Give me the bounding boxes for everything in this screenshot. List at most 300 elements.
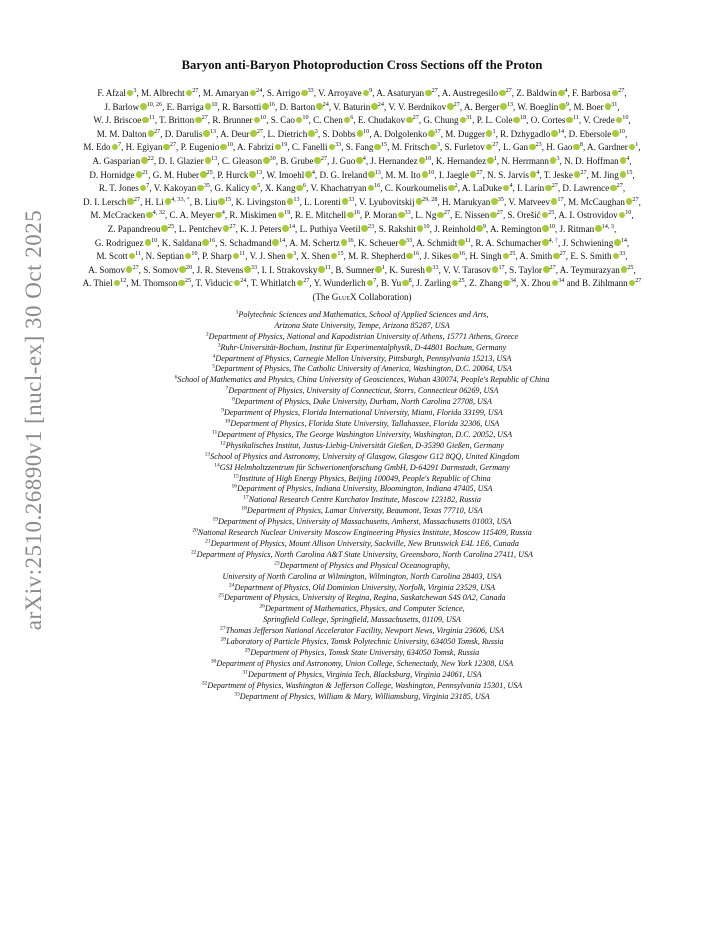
author-affiliation-marker: 11: [135, 250, 142, 258]
affiliation-text: Department of Physics, Washington & Jefferson College, Washington, Pennsylvania 15301, USA: [207, 680, 523, 690]
author-entry: [92, 156, 153, 166]
author-affiliation-marker: 1: [381, 263, 385, 271]
affiliation-line: [78, 615, 646, 626]
author-affiliation-marker: 16: [347, 236, 354, 244]
author-name: N. S. Jarvis: [487, 169, 529, 180]
author-entry: [464, 102, 513, 112]
author-entry: [212, 115, 266, 125]
author-name: D. G. Ireland: [319, 169, 368, 180]
author-name: P. Sharp: [202, 251, 232, 262]
affiliation-text: Department of Physics, The George Washington University, Washington, D.C. 20052, USA: [217, 429, 513, 439]
author-name: Z. Baldwin: [516, 88, 558, 98]
author-affiliation-marker: 30: [269, 154, 276, 162]
author-entry: [99, 183, 149, 193]
affiliation-text: Department of Physics, University of Regina, Regina, Saskatchewan S4S 0A2, Canada: [223, 593, 506, 603]
author-name: S. Rakshit: [378, 223, 416, 234]
author-name: I. Larin: [517, 183, 545, 194]
collaboration-line: [78, 292, 646, 302]
author-entry: [162, 238, 215, 248]
author-entry: [181, 142, 233, 152]
author-name: S. Cao: [270, 115, 295, 126]
author-entry: [319, 170, 380, 180]
author-affiliation-marker: 9: [369, 87, 373, 94]
author-entry: [217, 170, 262, 180]
author-entry: [546, 142, 583, 152]
author-name: D. Darulis: [164, 128, 203, 139]
affiliation-text: Department of Physics, Duke University, Durham, North Carolina 27708, USA: [234, 397, 492, 407]
affiliation-number: 1: [235, 309, 239, 316]
affiliation-number: 11: [211, 429, 218, 436]
author-affiliation-marker: 17: [434, 127, 441, 135]
arxiv-sidebar: [0, 0, 68, 932]
author-entry: [236, 197, 300, 207]
affiliation-number: 20: [192, 527, 198, 534]
author-entry: [90, 210, 165, 220]
author-entry: [424, 251, 465, 261]
author-name: S. Furletov: [444, 142, 485, 153]
author-affiliation-marker: 10: [423, 222, 430, 230]
author-name: A. Austregesilo: [441, 88, 499, 98]
affiliation-text: Department of Physics, National and Kapodistrian University of Athens, 15771 Athens, Greece: [208, 331, 519, 341]
author-name: X. Zhou: [520, 278, 551, 289]
author-affiliation-marker: 15: [380, 141, 388, 149]
affiliation-line: [78, 364, 646, 375]
author-name: T. Viducic: [195, 278, 233, 289]
author-name: M. R. Shepherd: [348, 251, 406, 262]
collaboration-suffix: Collaboration): [356, 291, 412, 302]
author-entry: [379, 224, 430, 234]
affiliation-number: 23: [274, 560, 280, 567]
author-entry: [436, 156, 497, 166]
author-affiliation-marker: 33: [432, 263, 439, 271]
author-affiliation-marker: 13: [293, 195, 300, 203]
author-entry: [229, 210, 290, 220]
affiliation-number: 7: [225, 385, 229, 392]
author-affiliation-marker: 24: [256, 87, 263, 94]
affiliation-number: 8: [232, 396, 235, 403]
arxiv-identifier: arXiv:2510.26890v1 [nucl-ex] 30 Oct 2025: [21, 209, 46, 631]
author-affiliation-marker: 33: [405, 236, 413, 244]
author-affiliation-marker: 27: [635, 277, 642, 285]
author-name: L. Puthiya Veetil: [299, 223, 361, 234]
author-name: A. Asaturyan: [376, 88, 425, 98]
author-name: A. Gardner: [587, 142, 628, 153]
author-name: M. Scott: [96, 251, 128, 262]
author-affiliation-marker: 27: [412, 114, 419, 122]
author-entry: [197, 265, 257, 275]
affiliation-number: 18: [241, 505, 247, 512]
affiliation-number: 25: [218, 592, 224, 599]
author-affiliation-marker: 4: [564, 87, 568, 94]
author-name: A. Berger: [463, 101, 500, 112]
author-entry: [292, 142, 341, 152]
author-affiliation-marker: 4, †: [548, 236, 558, 244]
author-entry: [415, 210, 450, 220]
author-entry: [346, 142, 387, 152]
author-entry: [93, 115, 154, 125]
author-name: H. Egiyan: [125, 142, 163, 153]
author-entry: [262, 265, 331, 275]
author-entry: [170, 210, 225, 220]
author-name: M. Albrecht: [140, 88, 185, 98]
author-name: R. A. Schumacher: [475, 237, 542, 248]
affiliation-line: [78, 506, 646, 517]
author-entry: [591, 170, 632, 180]
author-affiliation-marker: 1: [635, 141, 639, 149]
affiliation-text: GSI Helmholtzzentrum für Schwerionenforschung GmbH, D-64291 Darmstadt, Germany: [219, 462, 510, 472]
author-name: A. Somov: [88, 264, 125, 275]
author-affiliation-marker: 27: [496, 209, 503, 217]
affiliation-line: [78, 528, 646, 539]
author-entry: [389, 265, 438, 275]
author-entry: [455, 210, 503, 220]
author-name: P. Moran: [364, 210, 398, 221]
author-name: G. Kalicy: [214, 183, 250, 194]
affiliation-text: Laboratory of Particle Physics, Tomsk Polytechnic University, 634050 Tomsk, Russia: [226, 637, 504, 647]
author-entry: [167, 102, 218, 112]
author-affiliation-marker: 10: [548, 222, 555, 230]
author-name: J. Reinhold: [434, 223, 476, 234]
author-entry: [314, 278, 377, 288]
author-entry: [567, 278, 642, 288]
author-name: J. Hernandez: [370, 155, 418, 166]
author-affiliation-marker: 17: [498, 263, 505, 271]
author-affiliation-marker: 10: [428, 168, 435, 176]
author-entry: [442, 88, 512, 98]
author-entry: [251, 278, 310, 288]
author-affiliation-marker: 4: [626, 154, 630, 162]
author-affiliation-marker: 35: [203, 182, 210, 190]
affiliation-text: Physikalisches Institut, Justus-Liebig-Universität Gießen, D-35390 Gießen, Germany: [225, 440, 504, 450]
author-affiliation-marker: 33: [404, 209, 411, 217]
author-entry: [521, 278, 565, 288]
author-affiliation-marker: 27: [632, 195, 639, 203]
affiliation-number: 16: [231, 483, 238, 490]
author-entry: [88, 265, 138, 275]
affiliation-text: Department of Mathematics, Physics, and Computer Science,: [264, 604, 465, 614]
author-affiliation-marker: 24: [240, 277, 247, 285]
author-name: C. Gleason: [221, 155, 263, 166]
author-affiliation-marker: 16: [353, 209, 360, 217]
author-name: B. Grube: [280, 155, 314, 166]
author-entry: [335, 265, 384, 275]
author-entry: [392, 142, 440, 152]
author-name: R. Dzhygadlo: [500, 128, 551, 139]
affiliation-line: [78, 659, 646, 670]
author-entry: [434, 224, 486, 234]
author-affiliation-marker: 20: [185, 263, 193, 271]
author-name: N. Septian: [145, 251, 184, 262]
affiliation-text: Department of Physics, North Carolina A&T State University, Greensboro, North Carolina 27411, USA: [196, 549, 534, 559]
affiliation-number: 2: [205, 331, 209, 338]
author-name: G. M. Huber: [152, 169, 200, 180]
author-entry: [83, 278, 127, 288]
author-name: L. Lorenti: [304, 196, 341, 207]
author-name: J. Sikes: [423, 251, 452, 262]
author-name: A. Gasparian: [92, 155, 141, 166]
affiliation-line: [78, 474, 646, 485]
author-name: D. I. Lersch: [83, 196, 127, 207]
affiliation-line: [78, 419, 646, 430]
affiliation-line: [78, 332, 646, 343]
author-entry: [385, 183, 458, 193]
author-entry: [131, 278, 191, 288]
affiliation-text: Polytechnic Sciences and Mathematics, School of Applied Sciences and Arts,: [238, 309, 489, 319]
author-entry: [445, 142, 499, 152]
author-affiliation-marker: 16: [458, 250, 465, 258]
author-affiliation-marker: 5: [257, 182, 261, 190]
affiliation-text: Department of Physics, William & Mary, Williamsburg, Virginia 23185, USA: [239, 691, 490, 701]
author-name: V. Baturin: [333, 101, 371, 112]
author-entry: [573, 102, 617, 112]
author-entry: [500, 129, 564, 139]
author-name: H. Li: [144, 196, 164, 207]
affiliation-text: School of Mathematics and Physics, China University of Geosciences, Wuhan 430074, People's Republic of China: [177, 375, 550, 385]
author-affiliation-marker: 7: [146, 182, 150, 190]
affiliation-text: Department of Physics, Carnegie Mellon University, Pittsburgh, Pennsylvania 15213, USA: [215, 353, 512, 363]
author-affiliation-marker: 27: [453, 100, 460, 108]
author-entry: [442, 197, 504, 207]
author-name: M. Jing: [591, 169, 619, 180]
author-name: A. Dolgolenko: [373, 128, 428, 139]
author-entry: [358, 115, 419, 125]
affiliation-number: 32: [201, 680, 208, 687]
author-affiliation-marker: 16: [268, 100, 275, 108]
author-affiliation-marker: 4, 32: [152, 209, 166, 217]
author-name: L. Gan: [502, 142, 529, 153]
author-name: A. Thiel: [82, 278, 113, 289]
affiliation-number: 29: [244, 647, 251, 654]
affiliation-number: 30: [210, 658, 217, 665]
affiliation-text: Department of Physics, Old Dominion University, Norfolk, Virginia 23529, USA: [234, 582, 496, 592]
author-affiliation-marker: 4, 33, *: [171, 195, 190, 203]
author-affiliation-marker: 4: [509, 182, 513, 190]
affiliation-number: 15: [233, 473, 239, 479]
author-affiliation-marker: 33: [335, 141, 342, 149]
author-entry: [501, 156, 559, 166]
author-name: M. Fritsch: [391, 142, 430, 153]
author-entry: [445, 129, 495, 139]
author-name: T. Jeske: [543, 169, 573, 180]
affiliation-line: [78, 648, 646, 659]
author-entry: [469, 278, 516, 288]
author-affiliation-marker: 29, 28: [422, 195, 438, 203]
author-affiliation-marker: 11: [464, 236, 471, 244]
author-entry: [158, 156, 217, 166]
affiliation-number: 24: [228, 582, 235, 589]
author-affiliation-marker: 27: [476, 168, 483, 176]
author-entry: [443, 265, 505, 275]
author-entry: [569, 129, 625, 139]
author-entry: [202, 251, 245, 261]
author-entry: [240, 224, 295, 234]
author-name: J. Barlow: [104, 101, 140, 112]
author-entry: [250, 251, 297, 261]
affiliation-number: 5: [212, 363, 216, 370]
author-name: V. V. Berdnikov: [388, 101, 447, 112]
author-entry: [215, 183, 261, 193]
author-affiliation-marker: 27: [618, 87, 625, 94]
author-name: M. Dugger: [445, 128, 485, 139]
author-affiliation-marker: 25: [184, 277, 192, 285]
author-entry: [370, 156, 431, 166]
author-affiliation-marker: 27: [443, 209, 451, 217]
author-name: and B. Zihlmann: [566, 278, 628, 289]
author-name: E. Barriga: [166, 101, 204, 112]
author-affiliation-marker: 15: [626, 168, 633, 176]
author-entry: [295, 210, 360, 220]
author-affiliation-marker: 16: [412, 250, 420, 258]
author-entry: [104, 102, 162, 112]
author-name: K. J. Peters: [240, 223, 282, 234]
author-entry: [509, 265, 556, 275]
affiliation-text: Department of Physics, Indiana University, Bloomington, Indiana 47405, USA: [237, 484, 493, 494]
author-name: P. L. Cole: [476, 115, 513, 126]
author-affiliation-marker: 12: [120, 277, 127, 285]
author-name: D. Lawrence: [562, 183, 610, 194]
author-entry: [95, 238, 157, 248]
author-entry: [507, 210, 554, 220]
author-name: Z. Zhang: [469, 278, 503, 289]
author-affiliation-marker: 27: [616, 182, 623, 190]
affiliation-number: 12: [220, 440, 226, 447]
author-affiliation-marker: 11: [239, 250, 246, 258]
affiliation-line: [78, 408, 646, 419]
author-entry: [531, 115, 579, 125]
author-name: R. Barsotti: [222, 101, 262, 112]
affiliation-line: [78, 572, 646, 583]
author-entry: [439, 170, 483, 180]
author-entry: [358, 238, 412, 248]
author-name: A. Smith: [519, 251, 553, 262]
author-name: Y. Wunderlich: [313, 278, 366, 289]
author-affiliation-marker: 13: [209, 127, 217, 135]
author-entry: [322, 129, 369, 139]
author-affiliation-marker: 16: [374, 182, 381, 190]
author-affiliation-marker: 27: [431, 87, 438, 94]
affiliation-text: Department of Physics, Lamar University, Beaumont, Texas 77710, USA: [246, 506, 483, 516]
author-affiliation-marker: 6: [302, 182, 307, 190]
author-entry: [89, 170, 148, 180]
author-entry: [558, 210, 631, 220]
affiliation-text: Department of Physics, Virginia Tech, Blacksburg, Virginia 24061, USA: [247, 669, 482, 679]
author-affiliation-marker: 3: [556, 154, 560, 162]
affiliation-text: Springfield College, Springfield, Massachusetts, 01109, USA: [263, 615, 461, 625]
author-entry: [572, 88, 624, 98]
author-affiliation-marker: 23: [367, 222, 375, 230]
author-name: C. Fanelli: [291, 142, 328, 153]
affiliation-line: [78, 397, 646, 408]
author-affiliation-marker: 10, 26: [146, 100, 163, 108]
affiliation-line: [78, 539, 646, 550]
affiliation-text: Department of Physics, The Catholic University of America, Washington, D.C. 20064, USA: [215, 364, 512, 374]
author-name: A. Fabrizi: [236, 142, 274, 153]
author-entry: [310, 183, 380, 193]
author-affiliation-marker: 34: [509, 277, 516, 285]
author-affiliation-marker: 14: [288, 222, 296, 230]
author-entry: [333, 102, 384, 112]
author-name: M. McCaughan: [568, 196, 625, 207]
author-name: C. Kourkoumelis: [384, 183, 448, 194]
author-name: M. Thomson: [130, 278, 178, 289]
affiliation-line: [78, 681, 646, 692]
author-affiliation-marker: 8: [408, 277, 412, 285]
author-name: I. Jaegle: [438, 169, 469, 180]
author-name: S. Somov: [143, 264, 179, 275]
author-name: J. R. Stevens: [196, 264, 244, 275]
affiliation-number: 27: [220, 625, 226, 632]
author-entry: [165, 129, 216, 139]
author-affiliation-marker: 10: [625, 209, 632, 217]
author-name: P. Hurck: [217, 169, 249, 180]
affiliation-line: [78, 692, 646, 703]
author-name: E. Nissen: [454, 210, 490, 221]
collaboration-prefix: (The: [312, 291, 332, 302]
author-affiliation-marker: 33: [307, 87, 314, 94]
author-entry: [359, 197, 438, 207]
author-entry: [416, 278, 464, 288]
author-entry: [516, 88, 567, 98]
author-affiliation-marker: 2: [454, 182, 458, 190]
author-affiliation-marker: 13: [374, 168, 381, 176]
affiliation-number: 17: [243, 494, 249, 501]
author-affiliation-marker: 27: [256, 127, 263, 135]
affiliation-text: Department of Physics, Mount Allison University, Sackville, New Brunswick E4L 1E6, Canada: [210, 538, 519, 548]
affiliation-line: [78, 583, 646, 594]
author-affiliation-marker: 15: [224, 195, 232, 203]
author-name: A. Schmidt: [416, 237, 458, 248]
author-name: V. Crede: [583, 115, 615, 126]
author-name: R. E. Mitchell: [294, 210, 347, 221]
author-affiliation-marker: 1: [493, 154, 497, 162]
affiliation-line: [78, 441, 646, 452]
author-affiliation-marker: 3: [436, 141, 440, 149]
author-name: A. LaDuke: [461, 183, 502, 194]
author-name: M. Boer: [573, 101, 604, 112]
author-affiliation-marker: 18: [519, 114, 527, 122]
author-entry: [562, 238, 626, 248]
author-entry: [194, 197, 231, 207]
affiliation-line: [78, 670, 646, 681]
author-name: D. Hornidge: [89, 169, 135, 180]
affiliation-number: 13: [204, 451, 211, 458]
author-name: A. I. Ostrovidov: [558, 210, 618, 221]
affiliation-text: National Research Centre Kurchatov Institute, Moscow 123182, Russia: [248, 495, 481, 505]
author-entry: [560, 265, 634, 275]
author-name: B. Sumner: [335, 264, 375, 275]
author-entry: [470, 251, 516, 261]
affiliation-text: Department of Physics and Physical Oceanography,: [279, 560, 450, 570]
author-name: C. Chen: [313, 115, 343, 126]
author-name: W. Boeglin: [517, 101, 559, 112]
affiliation-line: [78, 495, 646, 506]
author-entry: [587, 142, 638, 152]
author-affiliation-marker: 10: [191, 250, 198, 258]
author-entry: [126, 142, 176, 152]
author-entry: [146, 251, 198, 261]
affiliation-text: Institute of High Energy Physics, Beijing 100049, People's Republic of China: [238, 473, 491, 483]
author-affiliation-marker: 25: [627, 263, 634, 271]
author-name: W. J. Briscoe: [93, 115, 142, 126]
author-affiliation-marker: 27: [201, 114, 208, 122]
author-name: A. Deur: [220, 128, 250, 139]
author-affiliation-marker: 24: [322, 100, 329, 108]
affiliation-line: [78, 517, 646, 528]
affiliation-text: National Research Nuclear University Moscow Engineering Physics Institute, Moscow 115409, Russia: [197, 528, 532, 538]
affiliation-number: 21: [205, 538, 211, 545]
author-name: B. Yu: [380, 278, 402, 289]
author-entry: [153, 170, 213, 180]
